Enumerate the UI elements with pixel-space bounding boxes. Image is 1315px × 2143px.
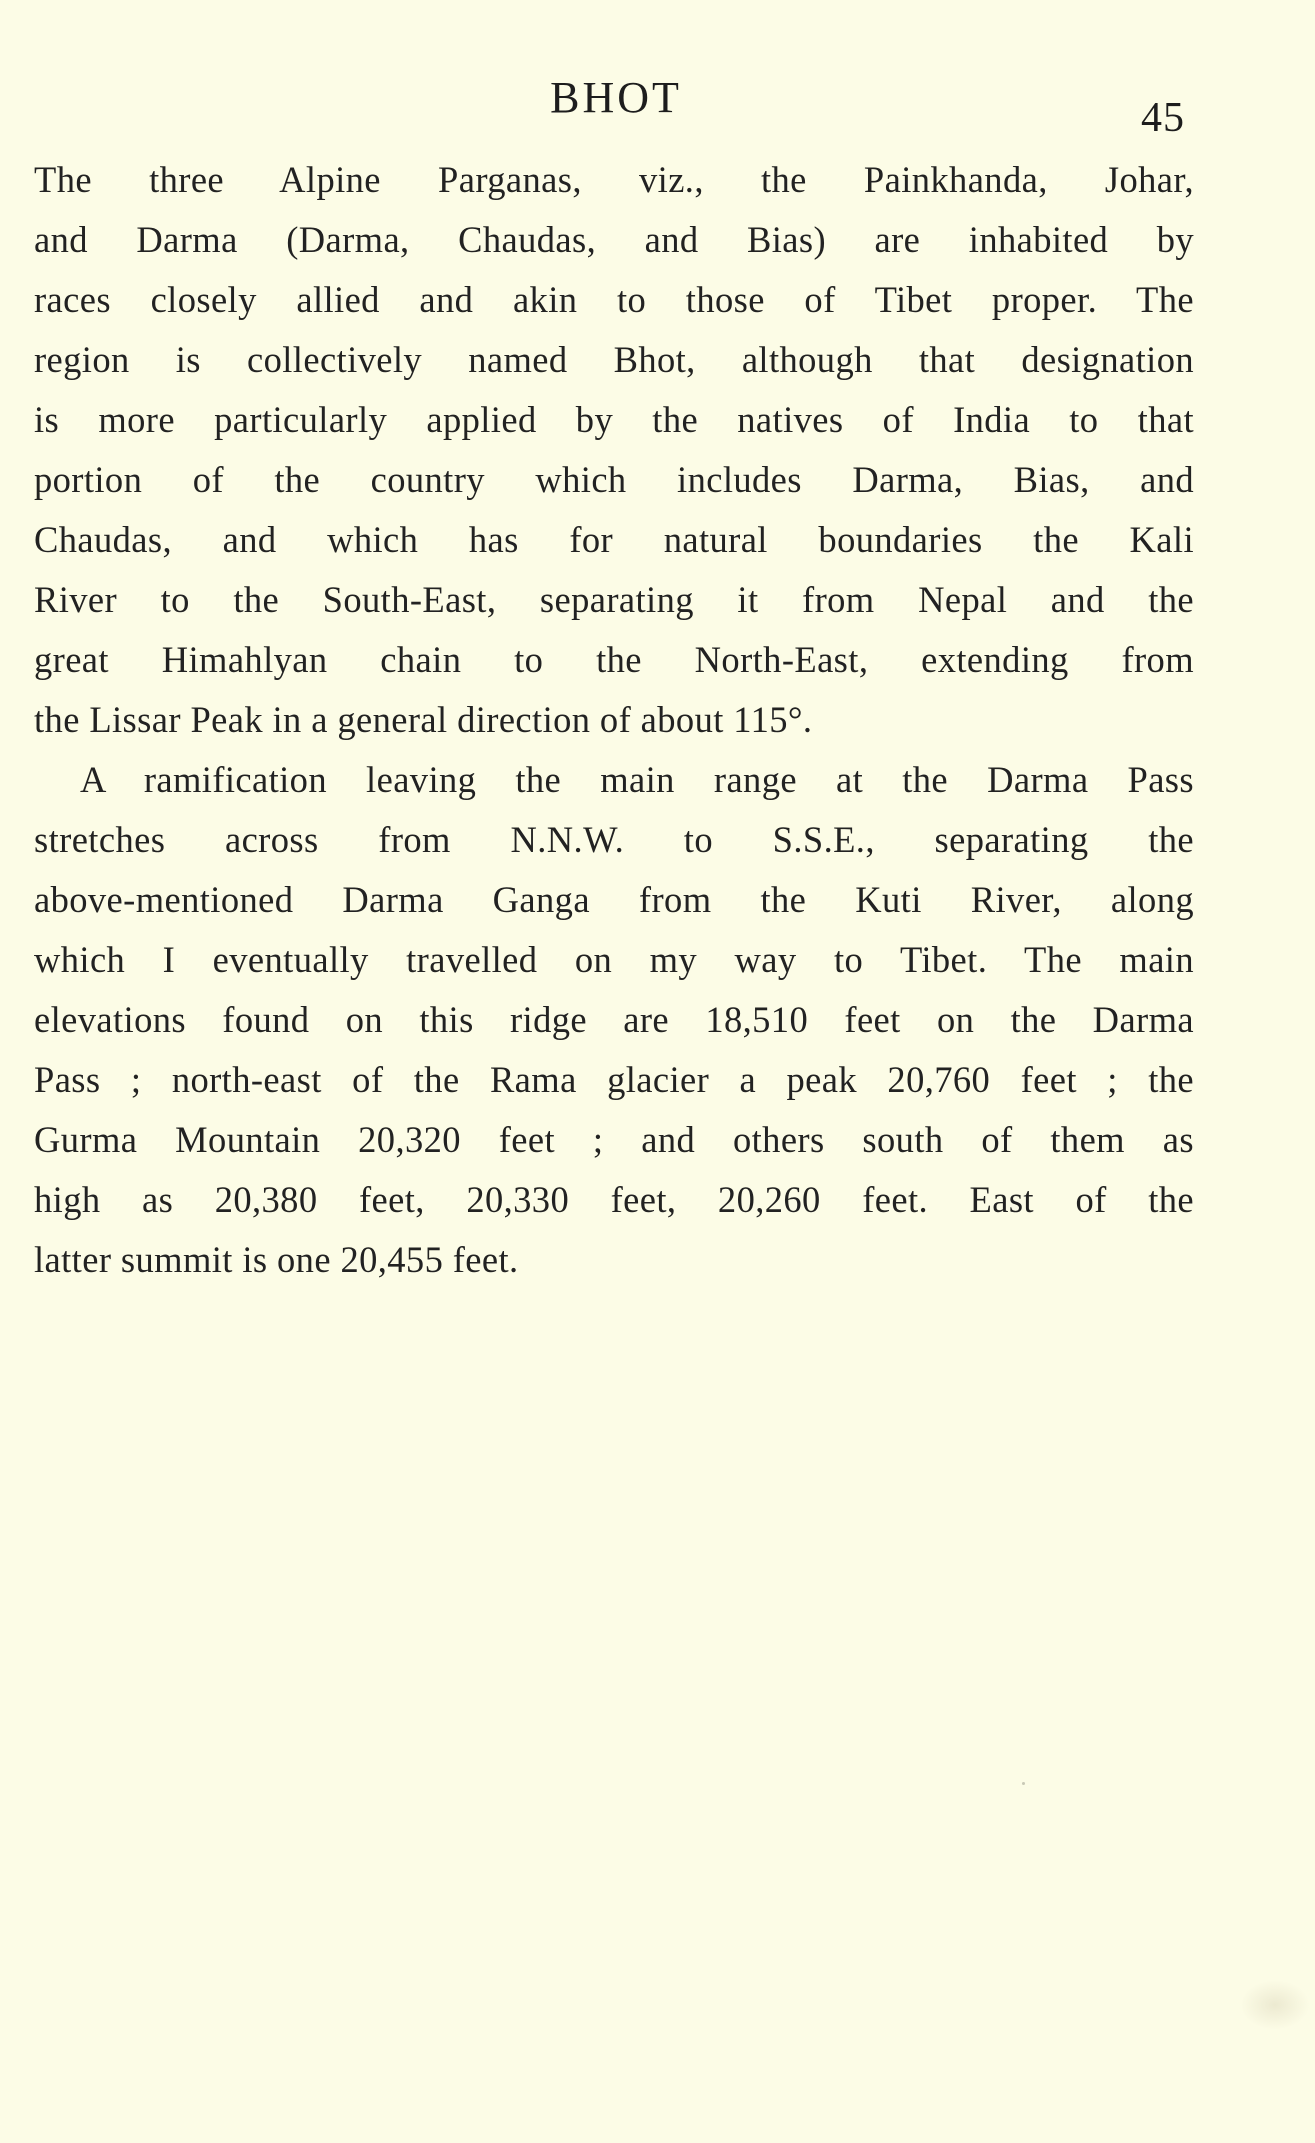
text-line: elevations found on this ridge are 18,510 feet on the Darma (34, 999, 1194, 1040)
text-line: and Darma (Darma, Chaudas, and Bias) are inhabited by (34, 219, 1194, 260)
text-line: great Himahlyan chain to the North-East, extending from (34, 639, 1194, 680)
text-line: Pass ; north-east of the Rama glacier a peak 20,760 feet ; the (34, 1059, 1194, 1100)
page-number: 45 (1141, 95, 1185, 141)
text-line: portion of the country which includes Darma, Bias, and (34, 459, 1194, 500)
text-line: races closely allied and akin to those of Tibet proper. The (34, 279, 1194, 320)
text-line: River to the South-East, separating it from Nepal and the (34, 579, 1194, 620)
paper-speck (1022, 1782, 1025, 1785)
text-line: region is collectively named Bhot, although that designation (34, 339, 1194, 380)
body-text (34, 150, 1194, 1290)
running-title: BHOT (550, 73, 682, 122)
text-line: is more particularly applied by the natives of India to that (34, 399, 1194, 440)
text-line: stretches across from N.N.W. to S.S.E., separating the (34, 819, 1194, 860)
text-line: above-mentioned Darma Ganga from the Kuti River, along (34, 879, 1194, 920)
text-line: which I eventually travelled on my way to Tibet. The main (34, 939, 1194, 980)
text-line: latter summit is one 20,455 feet. (34, 1239, 519, 1280)
running-head (0, 70, 1315, 141)
text-line: A ramification leaving the main range at the Darma Pass (80, 759, 1194, 800)
text-line: The three Alpine Parganas, viz., the Painkhanda, Johar, (34, 159, 1194, 200)
text-line: Gurma Mountain 20,320 feet ; and others south of them as (34, 1119, 1194, 1160)
text-line: Chaudas, and which has for natural boundaries the Kali (34, 519, 1194, 560)
paper-smudge (1240, 1980, 1310, 2030)
text-line: high as 20,380 feet, 20,330 feet, 20,260 feet. East of the (34, 1179, 1194, 1220)
text-line: the Lissar Peak in a general direction of about 115°. (34, 699, 813, 740)
